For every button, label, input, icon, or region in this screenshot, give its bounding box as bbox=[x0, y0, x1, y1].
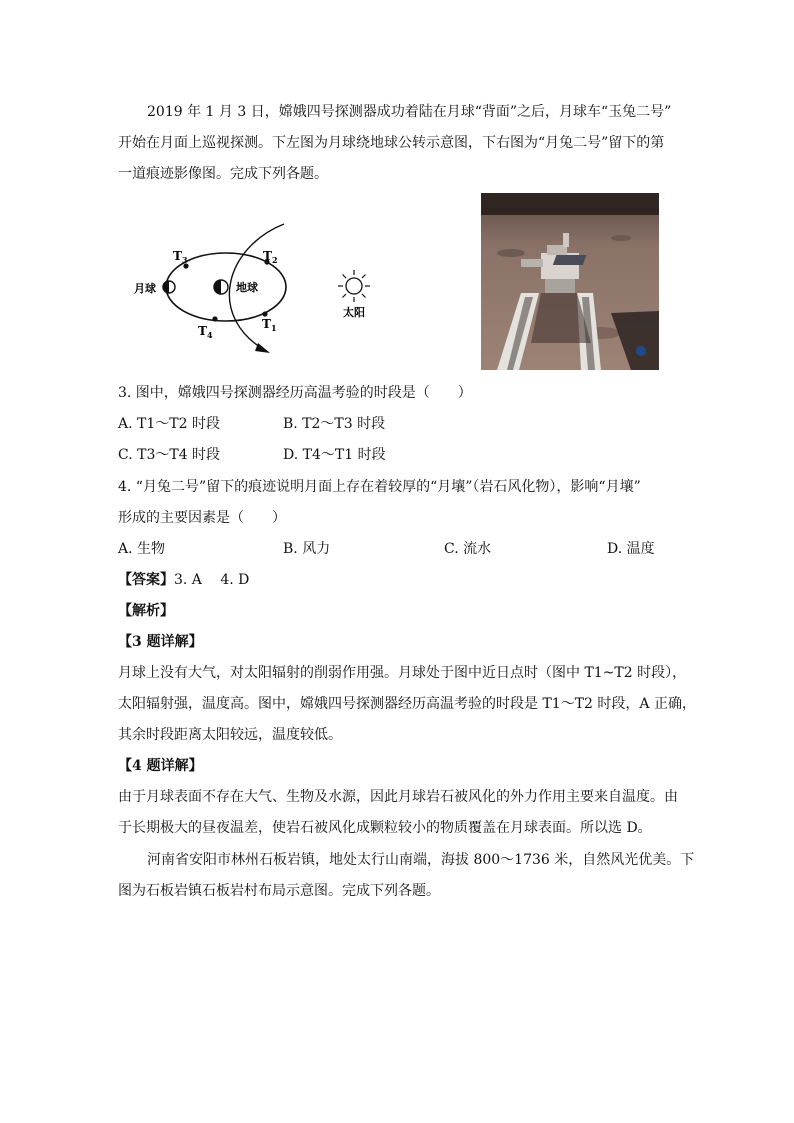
rover-photo bbox=[481, 193, 659, 370]
sun-icon bbox=[338, 270, 370, 302]
q3-detail-line-3: 其余时段距离太阳较远，温度较低。 bbox=[118, 727, 342, 743]
intro-line-2: 开始在月面上巡视探测。下左图为月球绕地球公转示意图，下右图为“月兔二号”留下的第 bbox=[118, 135, 665, 151]
q3-option-c: C. T3～T4 时段 bbox=[118, 447, 221, 463]
sun-label: 太阳 bbox=[343, 306, 365, 319]
q4-stem-line-2: 形成的主要因素是（ ） bbox=[118, 510, 286, 526]
q4-option-b: B. 风力 bbox=[283, 541, 331, 557]
answer-label: 【答案】 bbox=[118, 572, 174, 588]
t1-label: $T_1$ bbox=[262, 317, 277, 333]
q3-detail-line-1: 月球上没有大气，对太阳辐射的削弱作用强。月球处于图中近日点时（图中 T1~T2 时段）， bbox=[118, 665, 687, 681]
t1-dot bbox=[262, 311, 267, 316]
q4-option-a: A. 生物 bbox=[118, 541, 166, 557]
q4-option-d: D. 温度 bbox=[607, 541, 655, 557]
q4-detail-line-2: 于长期极大的昼夜温差，使岩石被风化成颗粒较小的物质覆盖在月球表面。所以选 D。 bbox=[118, 820, 652, 836]
intro-line-3: 一道痕迹影像图。完成下列各题。 bbox=[118, 166, 328, 182]
q4-detail-label: 【4 题详解】 bbox=[118, 758, 203, 774]
answer-line bbox=[118, 570, 249, 590]
q3-option-d: D. T4～T1 时段 bbox=[283, 447, 386, 463]
q3-option-b: B. T2～T3 时段 bbox=[283, 416, 386, 432]
q3-stem: 3. 图中，嫦娥四号探测器经历高温考验的时段是（ ） bbox=[118, 385, 472, 401]
q3-option-a: A. T1～T2 时段 bbox=[118, 416, 220, 432]
next-intro-line-2: 图为石板岩镇石板岩村布局示意图。完成下列各题。 bbox=[118, 883, 440, 899]
q3-detail-line-2: 太阳辐射强，温度高。图中，嫦娥四号探测器经历高温考验的时段是 T1～T2 时段，A 正确， bbox=[118, 696, 696, 712]
t4-label: $T_4$ bbox=[198, 324, 213, 340]
answer-text: 3. A 4. D bbox=[174, 572, 250, 588]
intro-line-1: 2019 年 1 月 3 日，嫦娥四号探测器成功着陆在月球“背面”之后，月球车“玉兔二号” bbox=[147, 104, 672, 120]
moon-orbit-diagram bbox=[128, 218, 388, 358]
t4-dot bbox=[212, 316, 217, 321]
q4-option-c: C. 流水 bbox=[444, 541, 492, 557]
t3-label: $T_3$ bbox=[173, 249, 188, 265]
q4-detail-line-1: 由于月球表面不存在大气、生物及水源，因此月球岩石被风化的外力作用主要来自温度。由 bbox=[118, 789, 678, 805]
earth-label: 地球 bbox=[236, 281, 258, 294]
next-intro-line-1: 河南省安阳市林州石板岩镇，地处太行山南端，海拔 800～1736 米，自然风光优美。下 bbox=[147, 852, 695, 868]
q3-detail-label: 【3 题详解】 bbox=[118, 634, 203, 650]
moon-label: 月球 bbox=[134, 282, 156, 295]
analysis-label: 【解析】 bbox=[118, 603, 174, 619]
t2-label: $T_2$ bbox=[263, 249, 278, 265]
q4-stem-line-1: 4. “月兔二号”留下的痕迹说明月面上存在着较厚的“月壤”（岩石风化物），影响“月壤” bbox=[118, 479, 641, 495]
